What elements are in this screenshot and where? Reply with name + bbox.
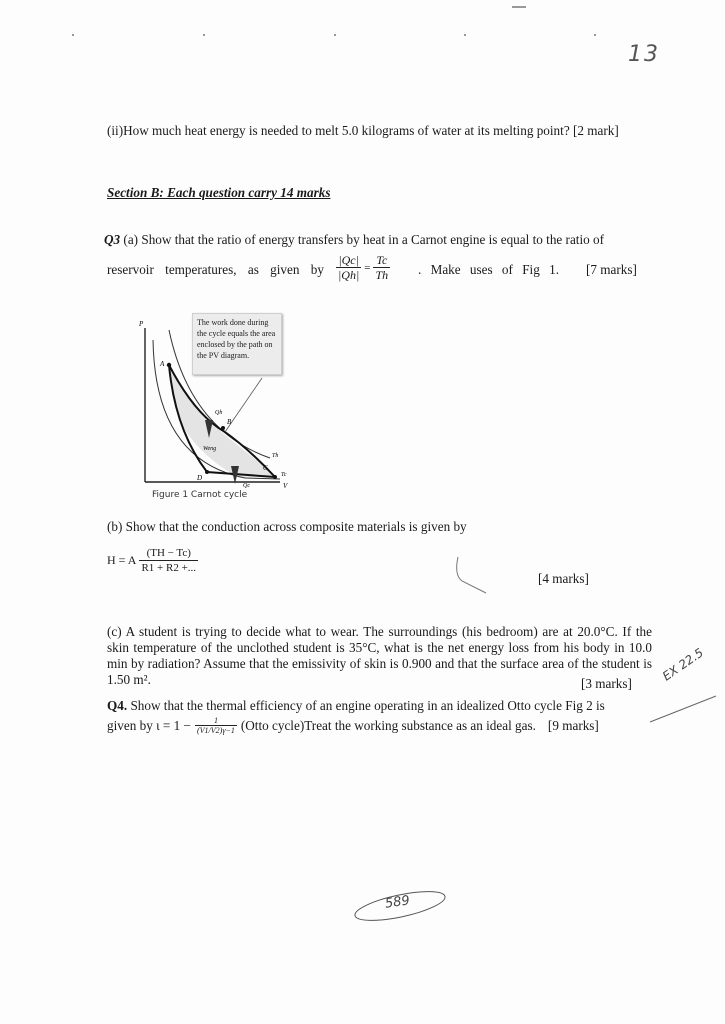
point-a (167, 363, 171, 367)
q3-part-a-post: . Make uses of Fig 1. (418, 262, 559, 277)
q2-part-ii: (ii)How much heat energy is needed to melt 5.0 kilograms of water at its melting point? [2 mark] (107, 123, 619, 138)
q4-line1 (107, 698, 605, 714)
label-qh: Qh (215, 410, 223, 416)
figure-callout: The work done during the cycle equals the area enclosed by the path on the PV diagram. (192, 313, 282, 375)
q3-part-b-text: (b) Show that the conduction across composite materials is given by (107, 519, 467, 534)
q3-part-c-marks: [3 marks] (581, 676, 632, 691)
q4-marks: [9 marks] (547, 717, 599, 733)
label-p: P (139, 320, 144, 328)
label-a: A (160, 360, 165, 368)
q3-part-a-text: (a) Show that the ratio of energy transfers by heat in a Carnot engine is equal to the ratio of (123, 232, 605, 247)
otto-frac-den: (V1/V2)γ−1 (197, 726, 235, 735)
figure-caption: Figure 1 Carnot cycle (152, 490, 248, 500)
label-b: B (227, 418, 232, 426)
scan-dot (464, 34, 466, 36)
point-b (221, 426, 225, 430)
formula-th: Th (375, 268, 389, 282)
otto-efficiency-fraction (195, 716, 237, 735)
scan-dot (203, 34, 205, 36)
pen-mark (452, 555, 492, 595)
formula-equals: = (364, 261, 371, 274)
side-note-handwritten: EX 22.5 (660, 645, 706, 684)
page-number: 13 (628, 42, 660, 67)
scan-dot (334, 34, 336, 36)
side-note-underline (648, 694, 718, 724)
carnot-ratio-formula (336, 253, 390, 282)
bottom-signature: 589 (384, 893, 411, 912)
formula-b-den: R1 + R2 +... (141, 562, 197, 574)
q3-part-a-line1 (104, 232, 604, 248)
q4-line2 (107, 716, 599, 735)
q3-part-a-pre: reservoir temperatures, as given by (107, 262, 324, 277)
label-th: Th (272, 453, 279, 459)
label-qc: Qc (243, 483, 250, 489)
label-v: V (283, 482, 288, 490)
q3-label: Q3 (104, 232, 121, 247)
formula-qh: |Qh| (338, 268, 360, 282)
formula-tc: Tc (373, 253, 390, 268)
label-d: D (197, 474, 203, 482)
point-c (273, 475, 277, 479)
q3-part-c-text: (c) A student is trying to decide what to wear. The surroundings (his bedroom) are at 20.0°C. If the skin temperature of the unclothed student is 35°C, what is the net energy loss from his body in 10.0 min by radiation? Assume that the emissivity of skin is 0.900 and that the surface area of the student is 1.50 m². (107, 624, 652, 687)
composite-conduction-formula (107, 546, 198, 575)
section-b-heading: Section B: Each question carry 14 marks (107, 185, 331, 200)
q3-part-b-marks: [4 marks] (538, 571, 589, 586)
formula-b-num: (TH − Tc) (139, 546, 198, 561)
otto-frac-num: 1 (195, 716, 237, 726)
point-d (205, 470, 209, 474)
label-tc: Tc (281, 472, 287, 478)
scan-mark (512, 6, 526, 8)
label-weng: Weng (203, 446, 217, 452)
q4-efficiency-post: (Otto cycle)Treat the working substance as an ideal gas. (240, 717, 536, 733)
scan-dot (72, 34, 74, 36)
q4-text: Show that the thermal efficiency of an engine operating in an idealized Otto cycle Fig 2 is (130, 698, 605, 713)
scan-dot (594, 34, 596, 36)
q4-efficiency-pre: given by ι = 1 − (107, 717, 191, 733)
q4-label: Q4. (107, 698, 128, 713)
formula-b-lhs: H = A (107, 553, 137, 567)
formula-qc: |Qc| (336, 253, 361, 268)
q3-part-a-marks: [7 marks] (586, 262, 637, 277)
label-c: C (263, 464, 268, 472)
